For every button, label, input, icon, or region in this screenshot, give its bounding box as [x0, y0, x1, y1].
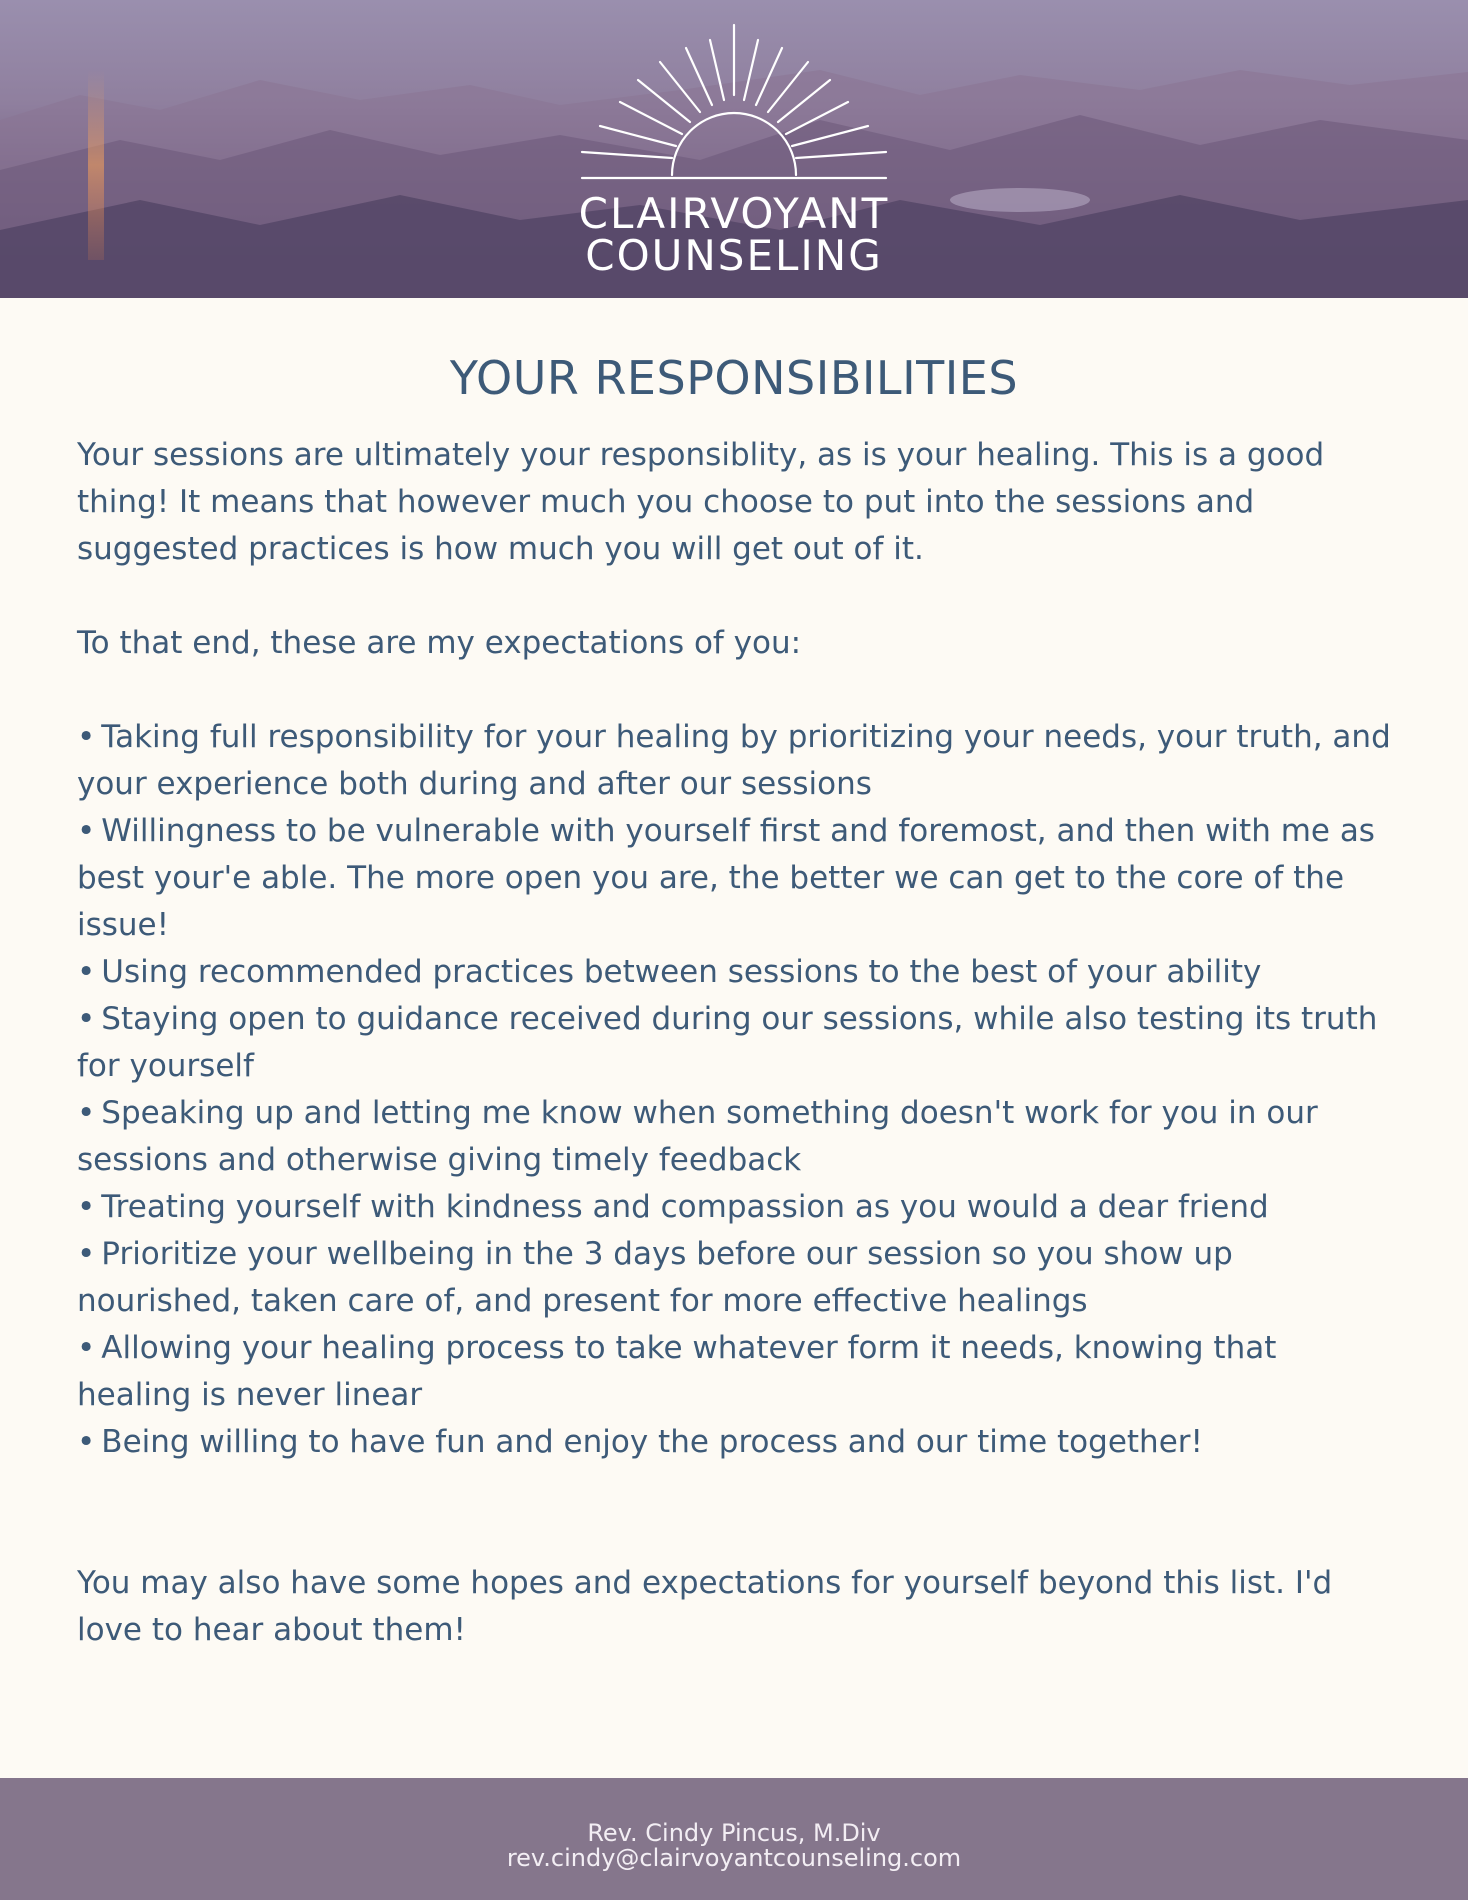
- lead-paragraph: To that end, these are my expectations of you:: [77, 625, 802, 661]
- list-item-text: Being willing to have fun and enjoy the process and our time together!: [101, 1424, 1203, 1460]
- logo: [0, 0, 1468, 298]
- list-item-text: Taking full responsibility for your healing by prioritizing your needs, your truth, and your experience both during and after our sessions: [77, 719, 1391, 802]
- bullet-icon: •: [77, 1095, 96, 1131]
- list-item: [77, 996, 1391, 1090]
- list-item: [77, 1090, 1391, 1184]
- logo-text-line2: COUNSELING: [585, 231, 883, 280]
- list-item: [77, 1184, 1391, 1231]
- intro-paragraph: Your sessions are ultimately your responsiblity, as is your healing. This is a good thing! It means that however much you choose to put into the sessions and suggested practices is how much you will get out of it.: [77, 437, 1325, 567]
- logo-text-line1: CLAIRVOYANT: [578, 189, 890, 238]
- list-item: [77, 1325, 1391, 1419]
- bullet-icon: •: [77, 954, 96, 990]
- list-item: [77, 1231, 1391, 1325]
- list-item: [77, 808, 1391, 949]
- page-title: YOUR RESPONSIBILITIES: [449, 351, 1019, 405]
- bullet-icon: •: [77, 813, 96, 849]
- list-item-text: Treating yourself with kindness and compassion as you would a dear friend: [101, 1189, 1269, 1225]
- bullet-icon: •: [77, 1001, 96, 1037]
- bullet-icon: •: [77, 1330, 96, 1366]
- bullet-icon: •: [77, 1189, 96, 1225]
- expectations-list: [77, 714, 1391, 1466]
- list-item-text: Prioritize your wellbeing in the 3 days before our session so you show up nourished, taken care of, and present for more effective healings: [77, 1236, 1233, 1319]
- list-item-text: Willingness to be vulnerable with yourself first and foremost, and then with me as best your'e able. The more open you are, the better we can get to the core of the issue!: [77, 813, 1375, 943]
- list-item: [77, 949, 1391, 996]
- closing-paragraph: You may also have some hopes and expectations for yourself beyond this list. I'd love to hear about them!: [77, 1565, 1333, 1648]
- main-content: [77, 298, 1391, 1654]
- list-item-text: Speaking up and letting me know when something doesn't work for you in our sessions and otherwise giving timely feedback: [77, 1095, 1318, 1178]
- bullet-icon: •: [77, 719, 96, 755]
- footer-name: Rev. Cindy Pincus, M.Div: [587, 1819, 881, 1847]
- list-item-text: Allowing your healing process to take whatever form it needs, knowing that healing is never linear: [77, 1330, 1277, 1413]
- bullet-icon: •: [77, 1236, 96, 1272]
- list-item-text: Using recommended practices between sessions to the best of your ability: [101, 954, 1262, 990]
- list-item: [77, 714, 1391, 808]
- footer: [0, 1778, 1468, 1900]
- list-item: [77, 1419, 1391, 1466]
- bullet-icon: •: [77, 1424, 96, 1460]
- footer-email: rev.cindy@clairvoyantcounseling.com: [506, 1844, 962, 1872]
- header-banner: [0, 0, 1468, 298]
- list-item-text: Staying open to guidance received during our sessions, while also testing its truth for yourself: [77, 1001, 1378, 1084]
